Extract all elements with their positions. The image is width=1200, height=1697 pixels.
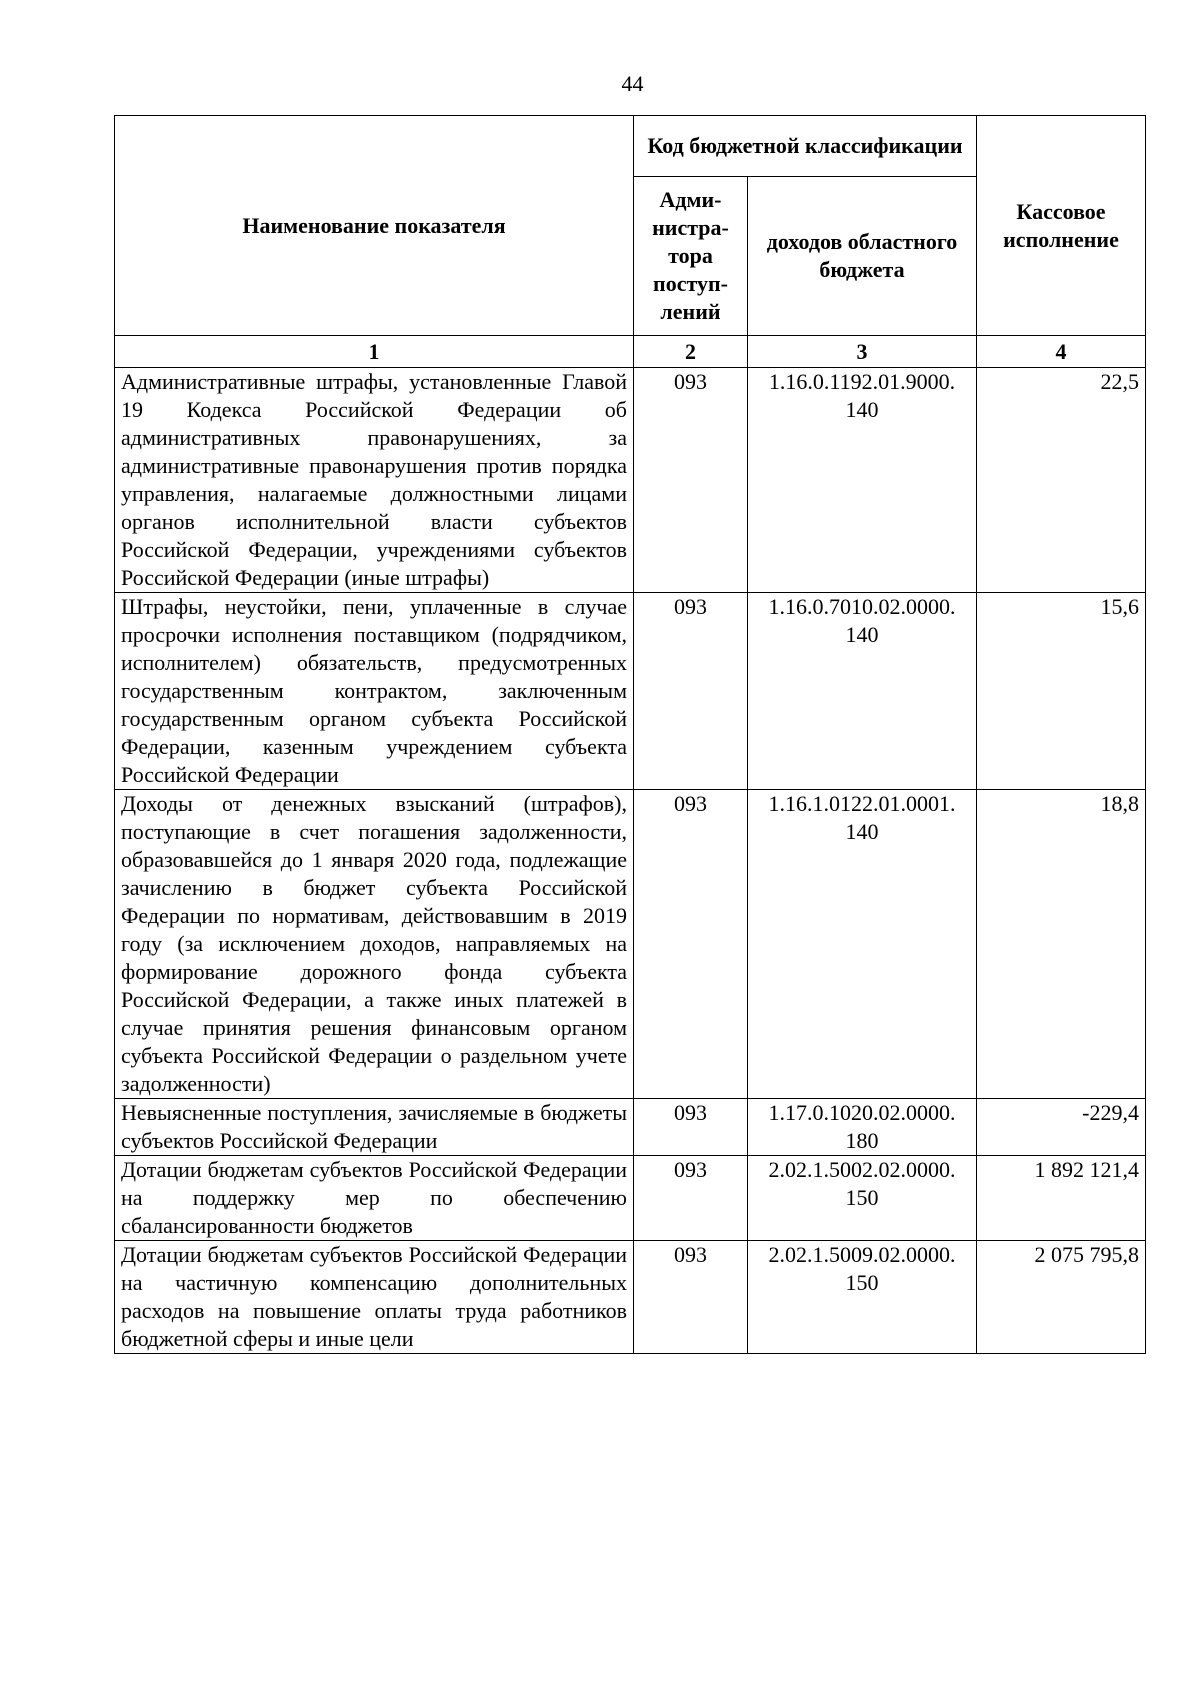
table-row <box>115 593 1146 790</box>
column-number-4: 4 <box>977 336 1146 368</box>
row-cash-amount: 18,8 <box>977 790 1146 1099</box>
row-cash-amount: 22,5 <box>977 368 1146 593</box>
column-number-1: 1 <box>115 336 634 368</box>
table-row <box>115 368 1146 593</box>
page-number: 44 <box>621 71 644 96</box>
header-name-column: Наименование показателя <box>115 116 634 336</box>
row-indicator-name: Административные штрафы, установленные Главой 19 Кодекса Российской Федерации об административных правонарушениях, за административные правонарушения против порядка управления, налагаемые должностными лицами органов исполнительной власти субъектов Российской Федерации, учреждениями субъектов Российской Федерации (иные штрафы) <box>115 368 634 593</box>
row-cash-amount: -229,4 <box>977 1099 1146 1156</box>
row-indicator-name: Штрафы, неустойки, пени, уплаченные в случае просрочки исполнения поставщиком (подрядчиком, исполнителем) обязательств, предусмотренных государственным контрактом, заключенным государственным органом субъекта Российской Федерации, казенным учреждением субъекта Российской Федерации <box>115 593 634 790</box>
row-revenue-code: 1.16.1.0122.01.0001. 140 <box>748 790 977 1099</box>
header-budget-code-group: Код бюджетной классификации <box>634 116 977 177</box>
table-row <box>115 1241 1146 1354</box>
column-number-2: 2 <box>634 336 748 368</box>
column-number-3: 3 <box>748 336 977 368</box>
header-revenue-column: доходов областного бюджета <box>748 177 977 336</box>
header-cash-execution: Кассовое исполнение <box>977 116 1146 336</box>
table-row <box>115 1099 1146 1156</box>
row-admin-code: 093 <box>634 368 748 593</box>
budget-execution-table <box>114 115 1146 1354</box>
row-cash-amount: 15,6 <box>977 593 1146 790</box>
row-indicator-name: Дотации бюджетам субъектов Российской Федерации на частичную компенсацию дополнительных расходов на повышение оплаты труда работников бюджетной сферы и иные цели <box>115 1241 634 1354</box>
row-cash-amount: 2 075 795,8 <box>977 1241 1146 1354</box>
row-indicator-name: Дотации бюджетам субъектов Российской Федерации на поддержку мер по обеспечению сбалансированности бюджетов <box>115 1156 634 1241</box>
row-revenue-code: 2.02.1.5009.02.0000. 150 <box>748 1241 977 1354</box>
row-revenue-code: 2.02.1.5002.02.0000. 150 <box>748 1156 977 1241</box>
row-indicator-name: Невыясненные поступления, зачисляемые в бюджеты субъектов Российской Федерации <box>115 1099 634 1156</box>
row-admin-code: 093 <box>634 790 748 1099</box>
row-indicator-name: Доходы от денежных взысканий (штрафов), поступающие в счет погашения задолженности, образовавшейся до 1 января 2020 года, подлежащие зачислению в бюджет субъекта Российской Федерации по нормативам, действовавшим в 2019 году (за исключением доходов, направляемых на формирование дорожного фонда субъекта Российской Федерации, а также иных платежей в случае принятия решения финансовым органом субъекта Российской Федерации о раздельном учете задолженности) <box>115 790 634 1099</box>
row-admin-code: 093 <box>634 593 748 790</box>
table-row <box>115 1156 1146 1241</box>
row-revenue-code: 1.16.0.7010.02.0000. 140 <box>748 593 977 790</box>
row-admin-code: 093 <box>634 1241 748 1354</box>
row-revenue-code: 1.16.0.1192.01.9000. 140 <box>748 368 977 593</box>
header-admin-column: Адми-нистра-тора поступ-лений <box>634 177 748 336</box>
row-revenue-code: 1.17.0.1020.02.0000. 180 <box>748 1099 977 1156</box>
row-admin-code: 093 <box>634 1156 748 1241</box>
row-cash-amount: 1 892 121,4 <box>977 1156 1146 1241</box>
row-admin-code: 093 <box>634 1099 748 1156</box>
table-row <box>115 790 1146 1099</box>
